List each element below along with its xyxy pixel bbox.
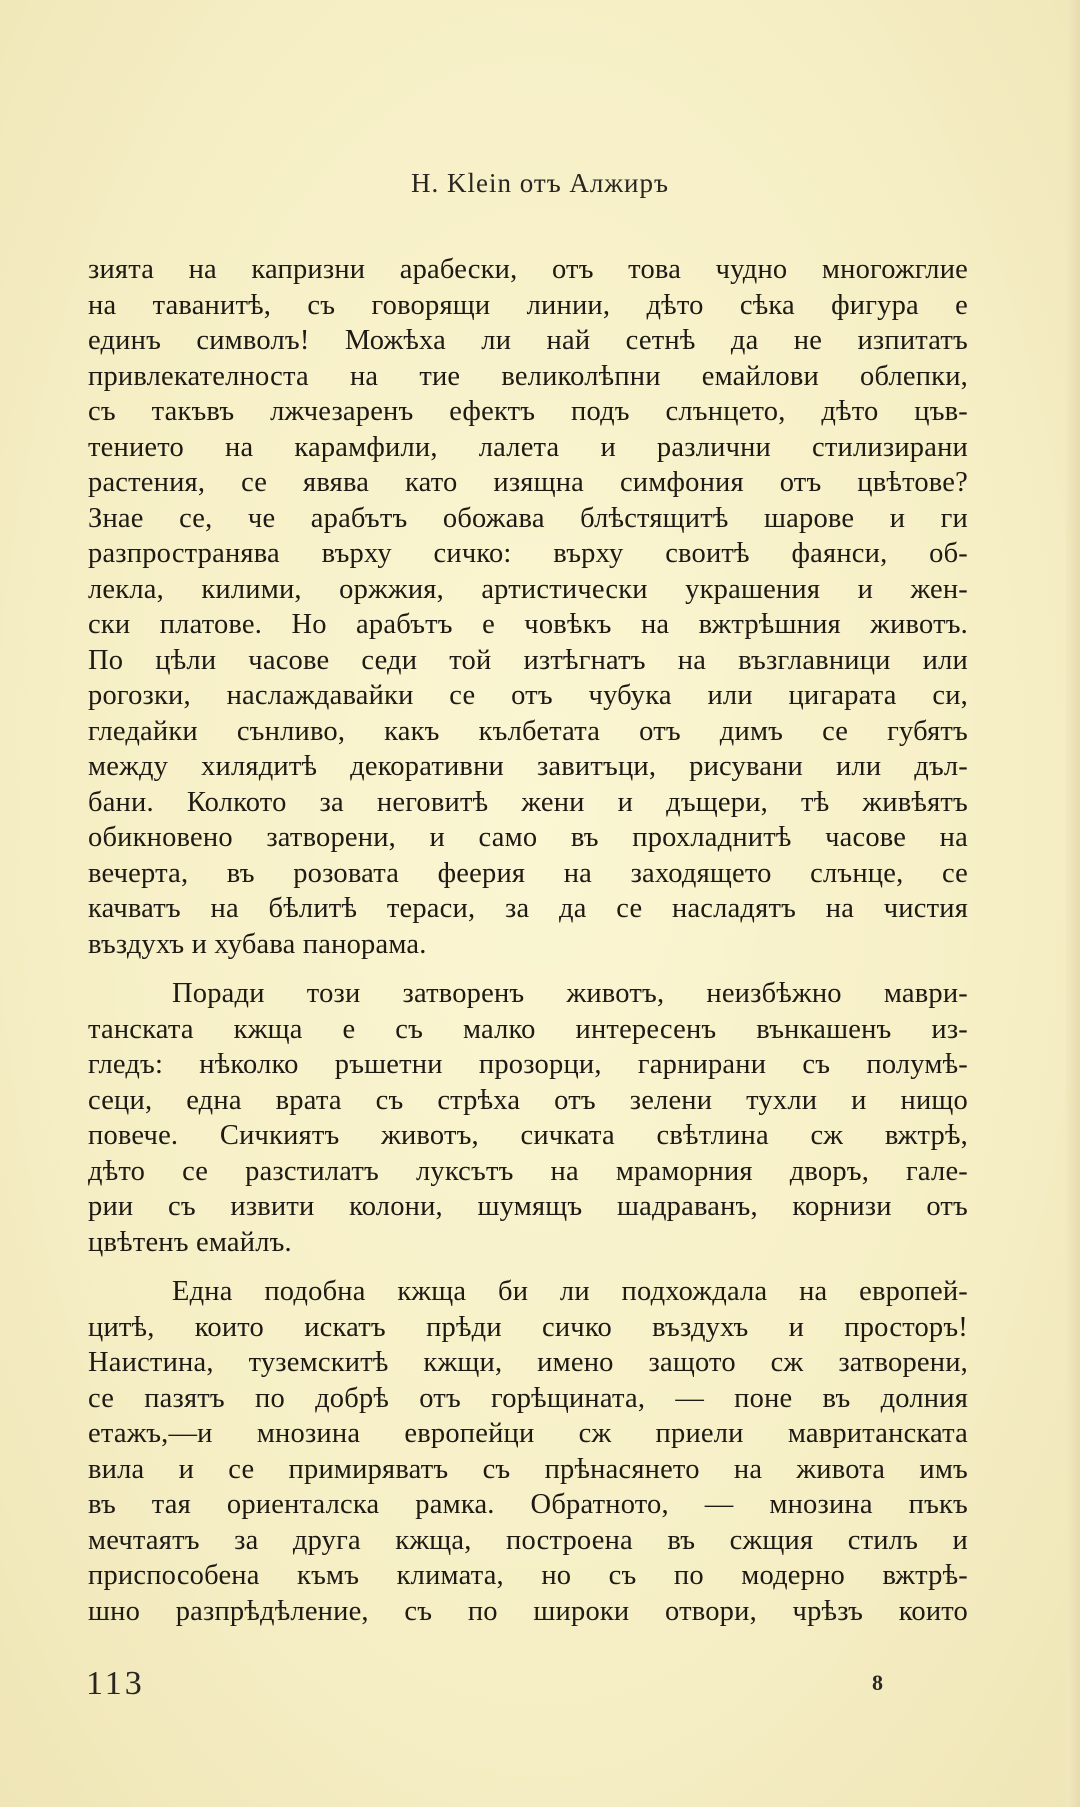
text-line: съ такъвъ лжчезаренъ ефектъ подъ слънцето, дѣто цъв- — [88, 396, 968, 427]
text-line: По цѣли часове седи той изтѣгнатъ на възглавници или — [88, 644, 968, 676]
text-line: бани. Колкото за неговитѣ жени и дъщери, тѣ живѣятъ — [88, 786, 968, 818]
text-line: Знае се, че арабътъ обожава блѣстящитѣ шарове и ги — [88, 502, 968, 534]
text-line: мечтаятъ за друга кжща, построена въ сжщия стилъ и — [88, 1524, 968, 1556]
text-line: цвѣтенъ емайлъ. — [88, 1226, 292, 1258]
page-number: 113 — [86, 1665, 145, 1702]
text-line: рии съ извити колони, шумящъ шадраванъ, корнизи отъ — [88, 1191, 968, 1222]
text-line: повече. Сичкиятъ животъ, сичката свѣтлина сж вжтрѣ, — [88, 1120, 968, 1151]
text-line: сеци, една врата съ стрѣха отъ зелени тухли и нищо — [88, 1084, 968, 1116]
text-line: приспособена къмъ климата, но съ по модерно вжтрѣ- — [88, 1560, 968, 1591]
page-edge — [1066, 0, 1080, 1807]
text-line: ски платове. Но арабътъ е човѣкъ на вжтрѣшния животъ. — [88, 609, 968, 640]
paragraph-2 — [88, 976, 968, 1260]
text-line: танската кжща е съ малко интересенъ вънкашенъ из- — [88, 1013, 968, 1045]
text-line: въздухъ и хубава панорама. — [88, 928, 427, 960]
text-line: лекла, килими, оржжия, артистически украшения и жен- — [88, 573, 968, 605]
text-line: вечерта, въ розовата феерия на заходящето слънце, се — [88, 857, 968, 889]
text-line: обикновено затворени, и само въ прохладнитѣ часове на — [88, 822, 968, 853]
text-line: качватъ на бѣлитѣ тераси, за да се насладятъ на чистия — [88, 893, 968, 924]
body-text — [88, 252, 968, 1629]
paragraph-1 — [88, 252, 968, 962]
text-line: етажъ,—и мнозина европейци сж приели мавританската — [88, 1418, 968, 1449]
text-line: единъ символъ! Можѣха ли най сетнѣ да не изпитатъ — [88, 325, 968, 356]
text-line: зията на капризни арабески, отъ това чудно многожглие — [88, 254, 968, 285]
text-line: тението на карамфили, лалета и различни стилизирани — [88, 431, 968, 463]
text-line: гледайки сънливо, какъ кълбетата отъ димъ се губятъ — [88, 715, 968, 747]
text-line: привлекателноста на тие великолѣпни емайлови облепки, — [88, 360, 968, 392]
text-line: Наистина, туземскитѣ кжщи, имено защото сж затворени, — [88, 1347, 968, 1378]
paragraph-3 — [88, 1274, 968, 1629]
paragraph-gap — [88, 1260, 968, 1274]
paragraph-gap — [88, 962, 968, 976]
text-line: между хилядитѣ декоративни завитъци, рисувани или дъл- — [88, 751, 968, 782]
signature-mark: 8 — [872, 1670, 883, 1695]
text-line: се пазятъ по добрѣ отъ горѣщината, — поне въ долния — [88, 1382, 968, 1414]
text-line: шно разпрѣдѣление, съ по широки отвори, чрѣзъ които — [88, 1595, 968, 1627]
text-line: рогозки, наслаждавайки се отъ чубука или цигарата си, — [88, 680, 968, 711]
text-line: Поради този затворенъ животъ, неизбѣжно маври- — [172, 978, 968, 1009]
text-line: растения, се явява като изящна симфония отъ цвѣтове? — [88, 467, 968, 498]
text-line: цитѣ, които искатъ прѣди сичко въздухъ и просторъ! — [88, 1311, 968, 1343]
text-line: гледъ: нѣколко ръшетни прозорци, гарнирани съ полумѣ- — [88, 1049, 968, 1080]
text-line: на таванитѣ, съ говорящи линии, дѣто сѣка фигура е — [88, 289, 968, 321]
text-line: вила и се примиряватъ съ прѣнасянето на живота имъ — [88, 1453, 968, 1485]
text-line: Една подобна кжща би ли подхождала на европей- — [172, 1276, 968, 1307]
text-line: въ тая ориенталска рамка. Обратното, — мнозина пъкъ — [88, 1489, 968, 1520]
text-line: разпространява върху сичко: върху своитѣ фаянси, об- — [88, 538, 968, 569]
running-head: H. Klein отъ Алжиръ — [411, 168, 669, 198]
text-line: дѣто се разстилатъ луксътъ на мраморния дворъ, гале- — [88, 1155, 968, 1187]
